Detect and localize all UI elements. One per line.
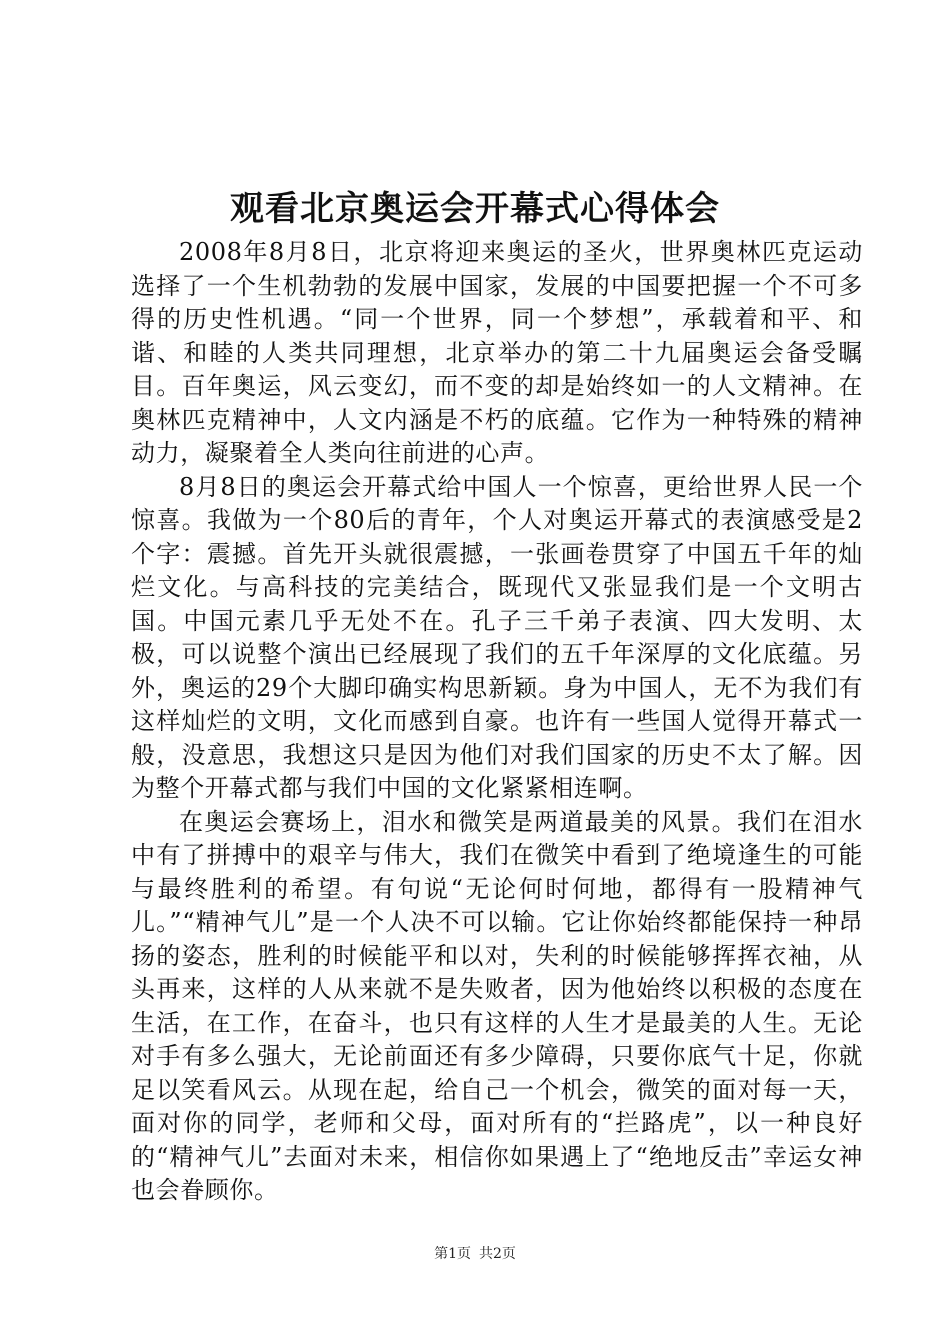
page-number: 第1页 xyxy=(434,1246,471,1262)
page-footer xyxy=(0,1244,950,1264)
paragraph-1: 2008年8月8日，北京将迎来奥运的圣火，世界奥林匹克运动选择了一个生机勃勃的发展中国家，发展的中国要把握一个不可多得的历史性机遇。“同一个世界，同一个梦想”，承载着和平、和谐、和睦的人类共同理想，北京举办的第二十九届奥运会备受瞩目。百年奥运，风云变幻，而不变的却是始终如一的人文精神。在奥林匹克精神中，人文内涵是不朽的底蕴。它作为一种特殊的精神动力，凝聚着全人类向往前进的心声。 xyxy=(131,238,863,467)
document-body xyxy=(131,236,863,1208)
document-title: 观看北京奥运会开幕式心得体会 xyxy=(230,189,720,229)
paragraph-2: 8月8日的奥运会开幕式给中国人一个惊喜，更给世界人民一个惊喜。我做为一个80后的青年，个人对奥运开幕式的表演感受是2个字：震撼。首先开头就很震撼，一张画卷贯穿了中国五千年的灿烂文化。与高科技的完美结合，既现代又张显我们是一个文明古国。中国元素几乎无处不在。孔子三千弟子表演、四大发明、太极，可以说整个演出已经展现了我们的五千年深厚的文化底蕴。另外，奥运的29个大脚印确实构思新颖。身为中国人，无不为我们有这样灿烂的文明，文化而感到自豪。也许有一些国人觉得开幕式一般，没意思，我想这只是因为他们对我们国家的历史不太了解。因为整个开幕式都与我们中国的文化紧紧相连啊。 xyxy=(131,472,863,802)
paragraph-3: 在奥运会赛场上，泪水和微笑是两道最美的风景。我们在泪水中有了拼搏中的艰辛与伟大，我们在微笑中看到了绝境逢生的可能与最终胜利的希望。有句说“无论何时何地，都得有一股精神气儿。”“精神气儿”是一个人决不可以输。它让你始终都能保持一种昂扬的姿态，胜利的时候能平和以对，失利的时候能够挥挥衣袖，从头再来，这样的人从来就不是失败者，因为他始终以积极的态度在生活，在工作，在奋斗，也只有这样的人生才是最美的人生。无论对手有多么强大，无论前面还有多少障碍，只要你底气十足，你就足以笑看风云。从现在起，给自己一个机会，微笑的面对每一天，面对你的同学，老师和父母，面对所有的“拦路虎”，以一种良好的“精神气儿”去面对未来，相信你如果遇上了“绝地反击”幸运女神也会眷顾你。 xyxy=(131,807,863,1204)
page-total: 共2页 xyxy=(479,1246,516,1262)
